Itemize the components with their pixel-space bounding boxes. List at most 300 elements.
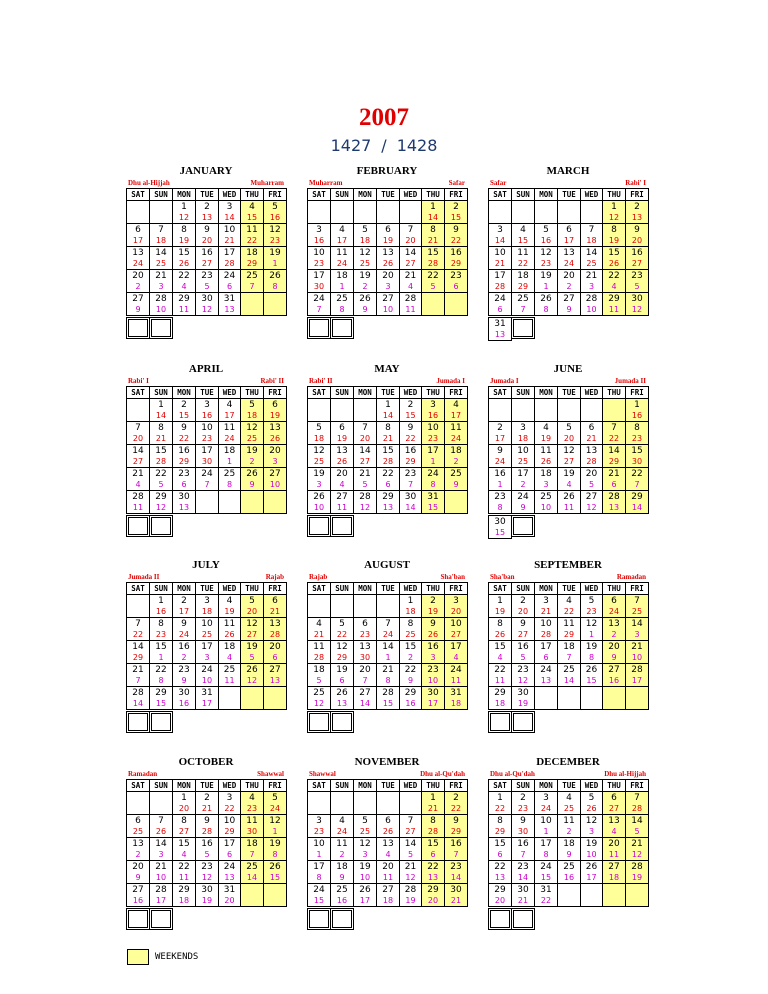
day-cell	[488, 663, 512, 687]
gregorian-day: 8	[181, 225, 187, 235]
hijri-day: 7	[453, 850, 459, 859]
day-cell	[376, 617, 400, 641]
hijri-day: 20	[132, 434, 144, 443]
weekday-header: TUE	[557, 386, 581, 399]
hijri-day: 8	[339, 305, 345, 314]
gregorian-day: 22	[382, 469, 394, 479]
hijri-day: 21	[313, 630, 325, 639]
weekday-header: SAT	[307, 582, 331, 595]
day-cell	[263, 837, 287, 861]
gregorian-day: 25	[223, 469, 236, 479]
empty-cell	[126, 594, 150, 618]
gregorian-day: 27	[132, 294, 144, 304]
gregorian-day: 26	[336, 688, 348, 698]
hijri-day: 14	[517, 873, 529, 882]
hijri-day: 28	[155, 457, 167, 466]
day-cell	[195, 421, 219, 445]
day-cell	[534, 837, 558, 861]
day-cell	[421, 490, 445, 514]
hijri-day: 1	[543, 827, 549, 836]
hijri-day: 22	[405, 434, 416, 443]
hijri-day: 13	[382, 503, 394, 512]
day-cell	[511, 421, 535, 445]
hijri-day: 19	[608, 236, 620, 245]
gregorian-day: 8	[497, 619, 503, 629]
gregorian-day: 3	[543, 793, 549, 803]
gregorian-day: 5	[249, 400, 255, 410]
gregorian-day: 27	[336, 492, 348, 502]
empty-cell	[330, 200, 354, 224]
gregorian-day: 17	[313, 862, 325, 872]
hijri-day: 13	[224, 873, 235, 882]
gregorian-day: 15	[427, 248, 439, 258]
gregorian-day: 4	[249, 793, 255, 803]
hijri-day: 25	[155, 259, 167, 268]
hijri-day: 18	[494, 699, 506, 708]
gregorian-day: 26	[585, 665, 598, 675]
hijri-day: 2	[566, 827, 572, 836]
day-cell	[602, 490, 626, 514]
gregorian-day: 5	[272, 202, 278, 212]
empty-cell	[376, 200, 400, 224]
gregorian-day: 25	[563, 665, 575, 675]
day-cell	[353, 292, 377, 316]
gregorian-day: 28	[359, 492, 371, 502]
hijri-day: 9	[566, 305, 572, 314]
day-cell	[263, 398, 287, 422]
weekday-header: SUN	[149, 779, 173, 792]
day-cell	[444, 663, 468, 687]
gregorian-day: 20	[359, 665, 371, 675]
day-cell	[330, 640, 354, 664]
gregorian-day: 1	[430, 202, 436, 212]
hijri-day: 16	[608, 676, 620, 685]
day-cell	[625, 292, 649, 316]
gregorian-day: 9	[407, 423, 414, 433]
day-cell	[240, 594, 264, 618]
hijri-day: 3	[430, 653, 436, 662]
day-cell	[511, 444, 535, 468]
hijri-day: 23	[155, 630, 167, 639]
day-cell	[511, 246, 535, 270]
empty-cell	[240, 490, 264, 514]
hijri-month-end: Dhu al-Qu'dah	[420, 770, 465, 778]
day-cell	[195, 617, 219, 641]
hijri-day: 26	[494, 630, 506, 639]
hijri-day: 28	[631, 804, 643, 813]
empty-box	[307, 317, 331, 339]
gregorian-day: 16	[404, 446, 417, 456]
gregorian-day: 23	[178, 665, 190, 675]
weekday-header: SAT	[126, 779, 150, 792]
day-cell	[488, 317, 512, 341]
hijri-month-end: Shawwal	[257, 770, 284, 778]
day-cell	[263, 467, 287, 491]
day-cell	[534, 594, 558, 618]
empty-cell	[602, 686, 626, 710]
day-cell	[353, 617, 377, 641]
day-cell	[172, 663, 196, 687]
day-cell	[444, 617, 468, 641]
gregorian-day: 1	[158, 400, 164, 410]
hijri-day: 26	[427, 630, 439, 639]
hijri-day: 23	[269, 236, 281, 245]
day-cell	[488, 490, 512, 514]
weekday-header: MON	[172, 188, 196, 201]
day-cell	[330, 223, 354, 247]
gregorian-day: 7	[385, 619, 391, 629]
day-cell	[488, 269, 512, 293]
empty-cell	[534, 398, 558, 422]
day-cell	[444, 223, 468, 247]
gregorian-day: 29	[631, 492, 643, 502]
hijri-day: 24	[336, 827, 348, 836]
gregorian-day: 1	[430, 793, 436, 803]
empty-box	[149, 711, 173, 733]
gregorian-day: 27	[269, 665, 281, 675]
gregorian-day: 19	[336, 665, 348, 675]
day-cell	[195, 398, 219, 422]
gregorian-day: 10	[494, 248, 506, 258]
hijri-day: 24	[540, 804, 552, 813]
day-cell	[557, 837, 581, 861]
day-cell	[172, 292, 196, 316]
hijri-day: 23	[586, 607, 597, 616]
weekday-header: MON	[534, 779, 558, 792]
day-cell	[240, 837, 264, 861]
hijri-day: 29	[224, 827, 235, 836]
gregorian-day: 23	[450, 862, 462, 872]
hijri-month-end: Dhu al-Hijjah	[604, 770, 646, 778]
day-cell	[444, 467, 468, 491]
gregorian-day: 8	[430, 225, 436, 235]
hijri-day: 16	[427, 411, 439, 420]
hijri-day: 27	[201, 259, 213, 268]
day-cell	[580, 421, 603, 445]
day-cell	[399, 640, 422, 664]
hijri-day: 29	[517, 282, 529, 291]
gregorian-day: 8	[385, 423, 391, 433]
hijri-day: 15	[269, 873, 281, 882]
gregorian-day: 15	[427, 839, 439, 849]
day-cell	[399, 292, 422, 316]
gregorian-day: 15	[155, 642, 167, 652]
empty-cell	[149, 791, 173, 815]
gregorian-day: 20	[382, 271, 394, 281]
empty-cell	[376, 594, 400, 618]
day-cell	[399, 883, 422, 907]
day-cell	[421, 223, 445, 247]
gregorian-day: 6	[385, 225, 391, 235]
day-cell	[534, 640, 558, 664]
gregorian-day: 21	[404, 271, 417, 281]
empty-cell	[399, 200, 422, 224]
day-cell	[625, 200, 649, 224]
hijri-day: 4	[497, 653, 503, 662]
gregorian-day: 30	[178, 688, 190, 698]
hijri-day: 26	[224, 630, 235, 639]
empty-cell	[625, 883, 649, 907]
hijri-day: 26	[382, 827, 394, 836]
day-cell	[399, 269, 422, 293]
gregorian-day: 16	[178, 446, 190, 456]
day-cell	[488, 837, 512, 861]
day-cell	[399, 444, 422, 468]
gregorian-day: 19	[359, 271, 371, 281]
empty-cell	[263, 490, 287, 514]
day-cell	[625, 421, 649, 445]
hijri-day: 6	[181, 480, 187, 489]
weekday-header: THU	[421, 188, 445, 201]
gregorian-day: 10	[223, 816, 236, 826]
hijri-day: 20	[246, 607, 258, 616]
month-name: JULY	[192, 559, 220, 571]
day-cell	[534, 814, 558, 838]
hijri-day: 28	[313, 653, 325, 662]
gregorian-day: 31	[494, 319, 506, 329]
day-cell	[240, 814, 264, 838]
gregorian-day: 27	[563, 294, 575, 304]
hijri-day: 26	[178, 259, 190, 268]
gregorian-day: 15	[404, 642, 417, 652]
day-cell	[149, 814, 173, 838]
hijri-day: 17	[132, 236, 144, 245]
gregorian-day: 19	[585, 642, 598, 652]
gregorian-day: 10	[313, 839, 325, 849]
gregorian-day: 22	[155, 469, 167, 479]
day-cell	[149, 663, 173, 687]
hijri-day: 10	[631, 653, 643, 662]
day-cell	[307, 444, 331, 468]
gregorian-day: 19	[269, 248, 281, 258]
gregorian-day: 15	[155, 446, 167, 456]
day-cell	[195, 791, 219, 815]
gregorian-day: 20	[585, 469, 598, 479]
hijri-day: 15	[427, 503, 439, 512]
weekday-header: MON	[353, 386, 377, 399]
gregorian-day: 16	[631, 248, 643, 258]
hijri-day: 25	[246, 434, 258, 443]
hijri-day: 12	[517, 676, 529, 685]
weekday-header: SUN	[511, 582, 535, 595]
hijri-day: 28	[494, 282, 506, 291]
weekday-header: SUN	[511, 188, 535, 201]
gregorian-day: 9	[520, 619, 526, 629]
gregorian-day: 13	[132, 839, 144, 849]
day-cell	[421, 444, 445, 468]
weekday-header: THU	[421, 779, 445, 792]
day-cell	[421, 398, 445, 422]
hijri-day: 9	[407, 676, 414, 685]
gregorian-day: 21	[631, 642, 643, 652]
hijri-day: 5	[520, 653, 526, 662]
day-cell	[240, 640, 264, 664]
day-cell	[195, 269, 219, 293]
gregorian-day: 29	[494, 885, 506, 895]
empty-cell	[330, 594, 354, 618]
weekday-header: TUE	[195, 779, 219, 792]
empty-cell	[263, 686, 287, 710]
hijri-day: 16	[540, 236, 552, 245]
hijri-day: 10	[201, 676, 213, 685]
hijri-day: 14	[224, 213, 235, 222]
hijri-day: 17	[427, 699, 439, 708]
day-cell	[421, 594, 445, 618]
gregorian-day: 4	[566, 793, 572, 803]
empty-box	[126, 908, 150, 930]
hijri-day: 23	[246, 804, 258, 813]
hijri-day: 17	[201, 699, 213, 708]
day-cell	[240, 398, 264, 422]
day-cell	[172, 686, 196, 710]
month-name: MARCH	[546, 165, 590, 177]
hijri-day: 3	[634, 630, 640, 639]
hijri-day: 9	[135, 873, 141, 882]
day-cell	[330, 246, 354, 270]
day-cell	[353, 269, 377, 293]
weekday-header: FRI	[444, 386, 468, 399]
empty-cell	[353, 594, 377, 618]
hijri-day: 8	[588, 653, 595, 662]
hijri-day: 1	[158, 653, 164, 662]
hijri-day: 15	[405, 411, 416, 420]
hijri-day: 1	[497, 480, 503, 489]
day-cell	[625, 814, 649, 838]
day-cell	[421, 663, 445, 687]
weekday-header: TUE	[376, 779, 400, 792]
hijri-day: 18	[178, 896, 190, 905]
gregorian-day: 30	[494, 517, 506, 527]
weekday-header: MON	[172, 582, 196, 595]
gregorian-day: 16	[201, 248, 213, 258]
hijri-day: 22	[450, 236, 462, 245]
weekday-header: FRI	[625, 188, 649, 201]
gregorian-day: 13	[359, 642, 371, 652]
hijri-day: 22	[517, 259, 529, 268]
day-cell	[218, 594, 241, 618]
hijri-day: 22	[132, 630, 144, 639]
hijri-day: 15	[450, 213, 462, 222]
hijri-day: 13	[269, 676, 281, 685]
hijri-day: 9	[566, 850, 572, 859]
day-cell	[421, 467, 445, 491]
gregorian-day: 22	[427, 271, 439, 281]
day-cell	[376, 686, 400, 710]
gregorian-day: 1	[181, 202, 187, 212]
gregorian-day: 23	[201, 271, 213, 281]
gregorian-day: 6	[135, 816, 141, 826]
day-cell	[195, 292, 219, 316]
gregorian-day: 21	[155, 862, 167, 872]
day-cell	[488, 617, 512, 641]
day-cell	[557, 223, 581, 247]
day-cell	[444, 837, 468, 861]
hijri-day: 13	[427, 873, 439, 882]
weekday-header: FRI	[263, 779, 287, 792]
gregorian-day: 29	[155, 492, 167, 502]
gregorian-day: 18	[450, 446, 462, 456]
hijri-day: 16	[132, 896, 144, 905]
hijri-day: 2	[611, 630, 617, 639]
weekday-header: FRI	[444, 582, 468, 595]
day-cell	[353, 883, 377, 907]
hijri-day: 8	[226, 480, 233, 489]
hijri-day: 5	[634, 282, 640, 291]
weekday-header: FRI	[263, 386, 287, 399]
gregorian-day: 2	[520, 793, 526, 803]
day-cell	[602, 444, 626, 468]
hijri-day: 23	[313, 827, 325, 836]
hijri-day: 30	[201, 457, 213, 466]
hijri-day: 12	[201, 305, 213, 314]
hijri-day: 11	[450, 676, 462, 685]
hijri-day: 10	[586, 305, 597, 314]
hijri-day: 16	[178, 699, 190, 708]
hijri-month-start: Rabi' I	[128, 377, 149, 385]
hijri-day: 8	[158, 676, 164, 685]
hijri-day: 25	[359, 827, 371, 836]
weekday-header: SUN	[149, 582, 173, 595]
day-cell	[602, 640, 626, 664]
empty-box	[149, 908, 173, 930]
weekday-header: FRI	[444, 188, 468, 201]
gregorian-day: 12	[359, 839, 371, 849]
day-cell	[557, 421, 581, 445]
hijri-day: 10	[269, 480, 281, 489]
gregorian-day: 19	[563, 469, 575, 479]
day-cell	[126, 837, 150, 861]
gregorian-day: 30	[201, 885, 213, 895]
day-cell	[376, 246, 400, 270]
hijri-day: 14	[405, 503, 416, 512]
empty-cell	[218, 490, 241, 514]
hijri-day: 24	[224, 434, 235, 443]
empty-cell	[557, 686, 581, 710]
gregorian-day: 27	[608, 862, 620, 872]
day-cell	[376, 444, 400, 468]
day-cell	[126, 860, 150, 884]
hijri-day: 19	[178, 236, 190, 245]
hijri-day: 3	[588, 282, 595, 291]
day-cell	[511, 640, 535, 664]
day-cell	[557, 444, 581, 468]
hijri-day: 7	[566, 653, 572, 662]
gregorian-day: 29	[427, 885, 439, 895]
day-cell	[557, 663, 581, 687]
day-cell	[511, 837, 535, 861]
hijri-day: 6	[226, 850, 233, 859]
weekday-header: WED	[399, 582, 422, 595]
day-cell	[307, 640, 331, 664]
hijri-month-end: Jumada II	[614, 377, 646, 385]
day-cell	[399, 686, 422, 710]
gregorian-day: 3	[316, 816, 322, 826]
day-cell	[218, 663, 241, 687]
day-cell	[376, 883, 400, 907]
hijri-day: 25	[313, 457, 325, 466]
empty-box	[330, 317, 354, 339]
gregorian-day: 29	[494, 688, 506, 698]
hijri-day: 24	[269, 804, 281, 813]
day-cell	[172, 883, 196, 907]
day-cell	[330, 883, 354, 907]
gregorian-day: 24	[223, 271, 236, 281]
day-cell	[511, 791, 535, 815]
hijri-day: 30	[246, 827, 258, 836]
hijri-day: 6	[611, 480, 617, 489]
day-cell	[602, 837, 626, 861]
gregorian-day: 14	[155, 248, 167, 258]
